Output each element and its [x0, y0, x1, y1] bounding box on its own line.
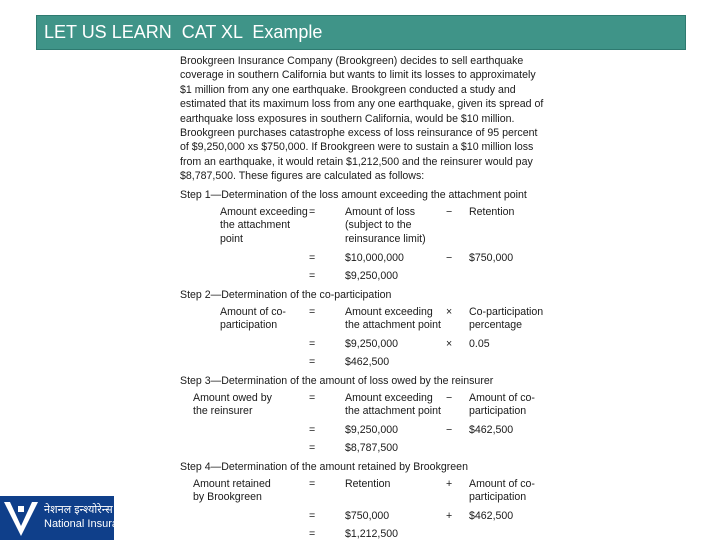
term-label: Amount owed by the reinsurer	[193, 391, 272, 418]
term-value: Amount of loss (subject to the reinsurance limit)	[345, 205, 426, 246]
operator: ×	[446, 305, 453, 318]
equation-row	[180, 306, 545, 334]
equation-row	[180, 252, 545, 266]
document-image	[180, 54, 545, 542]
operator: =	[309, 527, 316, 540]
term-value: $9,250,000	[345, 337, 399, 350]
operator: =	[309, 337, 316, 350]
term-value: 0.05	[469, 337, 490, 350]
intro-paragraph: Brookgreen Insurance Company (Brookgreen) decides to sell earthquake coverage in southern California but wants to limit its losses to approximately $1 million from any one earthquake. Brookgreen conducted a study and estimated that its maximum loss from any one earthquake, given its spread of earthquake loss exposures in southern California, would be $10 million. Brookgreen purchases catastrophe excess of loss reinsurance of 95 percent of $9,250,000 xs $750,000. If Brookgreen were to sustain a $10 million loss from an earthquake, it would retain $1,212,500 and the reinsurer would pay $8,787,500. These figures are calculated as follows:	[180, 55, 544, 183]
term-value: $750,000	[345, 509, 390, 522]
operator: −	[446, 251, 453, 264]
term-value: Amount exceeding the attachment point	[345, 391, 441, 418]
equation-row	[180, 338, 545, 352]
title-bar	[36, 15, 686, 50]
operator: =	[309, 251, 316, 264]
operator: ×	[446, 337, 453, 350]
term-value: Co-participation percentage	[469, 305, 544, 332]
operator: =	[309, 441, 316, 454]
emblem-icon	[2, 498, 40, 538]
operator: =	[309, 205, 316, 218]
term-value: Amount exceeding the attachment point	[345, 305, 441, 332]
term-label: Amount exceeding the attachment point	[220, 205, 308, 246]
term-value: Amount of co-participation	[469, 477, 535, 504]
term-label: Amount retained by Brookgreen	[193, 477, 271, 504]
operator: =	[309, 423, 316, 436]
operator: −	[446, 423, 453, 436]
equation-row	[180, 270, 545, 284]
equation-row	[180, 424, 545, 438]
equation-row	[180, 510, 545, 524]
operator: =	[309, 509, 316, 522]
term-value: $1,212,500	[345, 527, 399, 540]
term-value: Amount of co-participation	[469, 391, 535, 418]
term-value: $9,250,000	[345, 423, 399, 436]
term-value: $750,000	[469, 251, 514, 264]
operator: −	[446, 391, 453, 404]
step-4-heading: Step 4—Determination of the amount retained by Brookgreen	[180, 460, 468, 473]
logo-english-text: National Insurance	[44, 518, 136, 530]
step-2-heading: Step 2—Determination of the co-participation	[180, 288, 392, 301]
operator: =	[309, 477, 316, 490]
term-value: $9,250,000	[345, 269, 399, 282]
step-3-heading: Step 3—Determination of the amount of loss owed by the reinsurer	[180, 374, 494, 387]
operator: +	[446, 477, 453, 490]
equation-row	[180, 356, 545, 370]
equation-row	[180, 392, 545, 420]
operator: =	[309, 391, 316, 404]
term-value: $462,500	[345, 355, 390, 368]
national-insurance-logo	[0, 496, 136, 540]
term-value: $10,000,000	[345, 251, 404, 264]
term-value: Retention	[345, 477, 391, 490]
term-value: $8,787,500	[345, 441, 399, 454]
logo-hindi-text: नेशनल इन्श्योरेन्स	[44, 504, 113, 516]
term-value: $462,500	[469, 509, 514, 522]
equation-row	[180, 206, 545, 248]
operator: =	[309, 269, 316, 282]
operator: −	[446, 205, 453, 218]
slide-title: LET US LEARN CAT XL Example	[44, 22, 323, 42]
operator: =	[309, 355, 316, 368]
step-1-heading: Step 1—Determination of the loss amount exceeding the attachment point	[180, 188, 527, 201]
term-label: Amount of co-participation	[220, 305, 286, 332]
equation-row	[180, 478, 545, 506]
term-value: Retention	[469, 205, 515, 218]
term-value: $462,500	[469, 423, 514, 436]
equation-row	[180, 442, 545, 456]
operator: +	[446, 509, 453, 522]
operator: =	[309, 305, 316, 318]
